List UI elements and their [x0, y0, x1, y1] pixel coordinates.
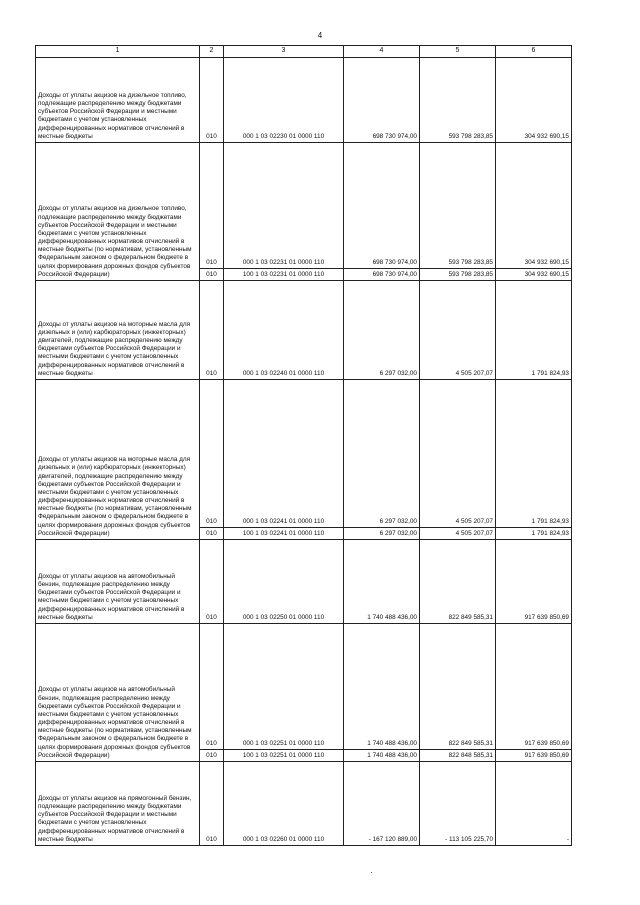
executed-amount: 4 505 207,07 — [420, 281, 496, 380]
line-code: 010 — [200, 624, 224, 750]
table-row — [36, 143, 572, 269]
table-row — [36, 58, 572, 143]
column-header: 6 — [496, 46, 572, 58]
unexecuted-amount: 1 791 824,93 — [496, 528, 572, 540]
table-row — [36, 624, 572, 750]
column-number-row — [36, 46, 572, 58]
budget-classification-code: 000 1 03 02241 01 0000 110 — [224, 380, 344, 528]
budget-classification-code: 100 1 03 02231 01 0000 110 — [224, 269, 344, 281]
unexecuted-amount: 917 639 850,69 — [496, 540, 572, 624]
table-row — [36, 281, 572, 380]
unexecuted-amount: 304 932 690,15 — [496, 143, 572, 269]
row-description: Доходы от уплаты акцизов на моторные масла для дизельных и (или) карбюраторных (инжекторных) двигателей, подлежащие распределению между бюджетами субъектов Российской Федерации и местными бюджетами с учетом установленных дифференцированных нормативов отчислений в местные бюджеты (по нормативам, установленным Федеральным законом о федеральном бюджете в целях формирования дорожных фондов субъектов Российской Федерации) — [36, 380, 200, 540]
unexecuted-amount: - — [496, 762, 572, 846]
executed-amount: 4 505 207,07 — [420, 380, 496, 528]
line-code: 010 — [200, 58, 224, 143]
executed-amount: 593 798 283,85 — [420, 143, 496, 269]
unexecuted-amount: 1 791 824,93 — [496, 281, 572, 380]
approved-amount: 1 740 488 436,00 — [344, 624, 420, 750]
budget-classification-code: 000 1 03 02240 01 0000 110 — [224, 281, 344, 380]
executed-amount: 593 798 283,85 — [420, 269, 496, 281]
row-description: Доходы от уплаты акцизов на дизельное топливо, подлежащие распределению между бюджетами субъектов Российской Федерации и местными бюджетами с учетом установленных дифференцированных нормативов отчислений в местные бюджеты (по нормативам, установленным Федеральным законом о федеральном бюджете в целях формирования дорожных фондов субъектов Российской Федерации) — [36, 143, 200, 281]
budget-classification-code: 100 1 03 02241 01 0000 110 — [224, 528, 344, 540]
row-description: Доходы от уплаты акцизов на прямогонный бензин, подлежащие распределению между бюджетами субъектов Российской Федерации и местными бюджетами с учетом установленных дифференцированных нормативов отчислений в местные бюджеты — [36, 762, 200, 846]
unexecuted-amount: 1 791 824,93 — [496, 380, 572, 528]
approved-amount: 6 297 032,00 — [344, 380, 420, 528]
table-row — [36, 762, 572, 846]
row-description: Доходы от уплаты акцизов на моторные масла для дизельных и (или) карбюраторных (инжекторных) двигателей, подлежащие распределению между бюджетами субъектов Российской Федерации и местными бюджетами с учетом установленных дифференцированных нормативов отчислений в местные бюджеты — [36, 281, 200, 380]
table-row — [36, 540, 572, 624]
approved-amount: 698 730 974,00 — [344, 143, 420, 269]
unexecuted-amount: 304 932 690,15 — [496, 269, 572, 281]
line-code: 010 — [200, 540, 224, 624]
unexecuted-amount: 304 932 690,15 — [496, 58, 572, 143]
executed-amount: 4 505 207,07 — [420, 528, 496, 540]
budget-classification-code: 000 1 03 02231 01 0000 110 — [224, 143, 344, 269]
column-header: 1 — [36, 46, 200, 58]
line-code: 010 — [200, 528, 224, 540]
executed-amount: - 113 105 225,70 — [420, 762, 496, 846]
approved-amount: 1 740 488 436,00 — [344, 540, 420, 624]
budget-classification-code: 000 1 03 02230 01 0000 110 — [224, 58, 344, 143]
column-header: 3 — [224, 46, 344, 58]
row-description: Доходы от уплаты акцизов на дизельное топливо, подлежащие распределению между бюджетами субъектов Российской Федерации и местными бюджетами с учетом установленных дифференцированных нормативов отчислений в местные бюджеты — [36, 58, 200, 143]
approved-amount: 1 740 488 436,00 — [344, 750, 420, 762]
page-number: 4 — [317, 31, 323, 40]
executed-amount: 822 848 585,31 — [420, 750, 496, 762]
line-code: 010 — [200, 380, 224, 528]
executed-amount: 822 849 585,31 — [420, 540, 496, 624]
executed-amount: 822 849 585,31 — [420, 624, 496, 750]
line-code: 010 — [200, 281, 224, 380]
line-code: 010 — [200, 750, 224, 762]
row-description: Доходы от уплаты акцизов на автомобильный бензин, подлежащие распределению между бюджетами субъектов Российской Федерации и местными бюджетами с учетом установленных дифференцированных нормативов отчислений в местные бюджеты — [36, 540, 200, 624]
budget-classification-code: 100 1 03 02251 01 0000 110 — [224, 750, 344, 762]
scan-speck — [371, 872, 372, 873]
executed-amount: 593 798 283,85 — [420, 58, 496, 143]
budget-classification-code: 000 1 03 02260 01 0000 110 — [224, 762, 344, 846]
column-header: 2 — [200, 46, 224, 58]
approved-amount: 6 297 032,00 — [344, 528, 420, 540]
approved-amount: 6 297 032,00 — [344, 281, 420, 380]
line-code: 010 — [200, 762, 224, 846]
line-code: 010 — [200, 143, 224, 269]
row-description: Доходы от уплаты акцизов на автомобильный бензин, подлежащие распределению между бюджетами субъектов Российской Федерации и местными бюджетами с учетом установленных дифференцированных нормативов отчислений в местные бюджеты (по нормативам, установленным Федеральным законом о федеральном бюджете в целях формирования дорожных фондов субъектов Российской Федерации) — [36, 624, 200, 762]
approved-amount: 698 730 974,00 — [344, 58, 420, 143]
unexecuted-amount: 917 639 850,69 — [496, 624, 572, 750]
budget-classification-code: 000 1 03 02250 01 0000 110 — [224, 540, 344, 624]
unexecuted-amount: 917 639 850,69 — [496, 750, 572, 762]
revenue-table — [35, 45, 572, 846]
column-header: 4 — [344, 46, 420, 58]
table-row — [36, 380, 572, 528]
line-code: 010 — [200, 269, 224, 281]
budget-classification-code: 000 1 03 02251 01 0000 110 — [224, 624, 344, 750]
approved-amount: 698 730 974,00 — [344, 269, 420, 281]
approved-amount: - 167 120 889,00 — [344, 762, 420, 846]
column-header: 5 — [420, 46, 496, 58]
